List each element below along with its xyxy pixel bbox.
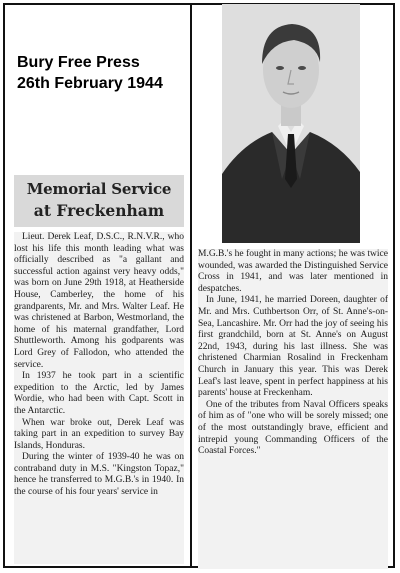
publication-caption: [17, 52, 187, 94]
paragraph: M.G.B.'s he fought in many actions; he was twice wounded, was awarded the Distinguished Service Cross in 1941, and was later mentioned in despatches.: [198, 249, 388, 294]
article-column-left: [14, 232, 184, 564]
paragraph: In 1937 he took part in a scientific expedition to the Arctic, led by James Wordie, who had been with Capt. Scott in the Antarctic.: [14, 371, 184, 416]
paragraph: When war broke out, Derek Leaf was taking part in an expedition to survey Bay Islands, Honduras.: [14, 417, 184, 451]
paragraph: During the winter of 1939-40 he was on contraband duty in M.S. "Kingston Topaz," hence he transferred to M.G.B.'s in 1940. In the course of his four years' service in: [14, 452, 184, 498]
publication-name: Bury Free Press: [17, 54, 140, 71]
headline-line-1: Memorial Service: [26, 180, 172, 198]
article-headline: [14, 175, 184, 227]
portrait-image: [222, 4, 360, 243]
column-divider: [190, 3, 192, 568]
portrait-photo: [222, 4, 360, 243]
paragraph: In June, 1941, he married Doreen, daughter of Mr. and Mrs. Cuthbertson Orr, of St. Anne's-on-Sea, Lancashire. Mr. Orr had the joy of seeing his first grandchild, born at St. Anne's on August 22nd, 1943, during his last illness. She was christened Charmian Rosalind in Freckenham Church in January this year. This was Derek Leaf's last leave, spent in perfect happiness at his parents' house at Freckenham.: [198, 295, 388, 399]
paragraph: Lieut. Derek Leaf, D.S.C., R.N.V.R., who lost his life this month leading what was officially described as "a gallant and successful action against very heavy odds," was born on June 29th 1918, at Heatherside House, Camberley, the home of his grandparents, Mr. and Mrs. Walter Leaf. He was christened at Barbon, Westmorland, the home of his maternal grandfather, Lord Shuttleworth. Among his godparents was Lord Grey of Fallodon, who attended the service.: [14, 232, 184, 370]
article-column-right: [198, 249, 388, 569]
headline-line-2: at Freckenham: [33, 201, 165, 220]
paragraph: One of the tributes from Naval Officers speaks of him as of "one who will be sorely missed; one of the most outstandingly brave, efficient and intrepid young Commanding Officers of the Coastal Forces.": [198, 399, 388, 457]
publication-date: 26th February 1944: [17, 75, 163, 92]
